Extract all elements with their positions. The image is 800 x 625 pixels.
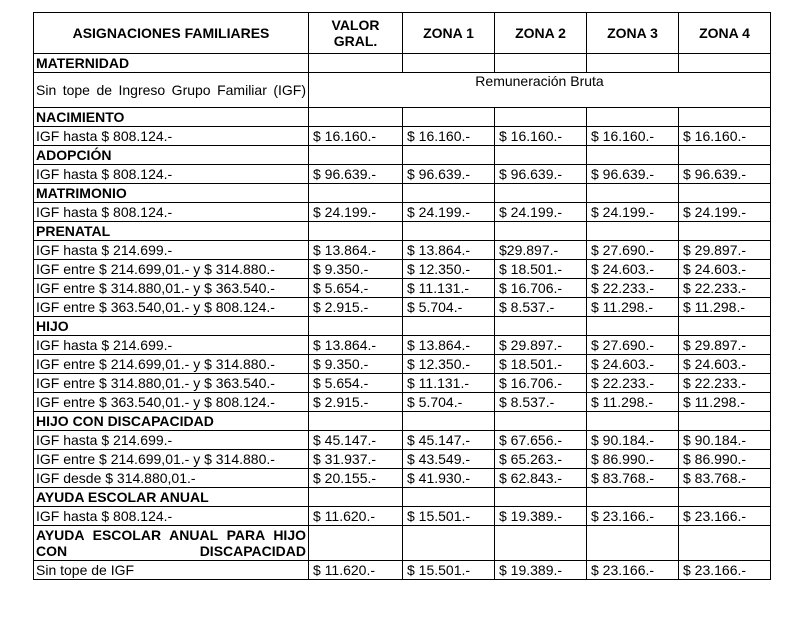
table-row — [34, 73, 771, 108]
asignaciones-table — [33, 12, 771, 580]
row-label: IGF hasta $ 214.699.- — [34, 431, 309, 450]
amount-cell: $ 90.184.- — [587, 431, 679, 450]
table-row — [34, 469, 771, 488]
amount-cell: $ 8.537.- — [495, 393, 587, 412]
amount-cell: $ 67.656.- — [495, 431, 587, 450]
amount-cell: $ 90.184.- — [679, 431, 771, 450]
table-row — [34, 374, 771, 393]
amount-cell: $ 11.298.- — [679, 298, 771, 317]
table-row — [34, 393, 771, 412]
row-label: IGF entre $ 214.699,01.- y $ 314.880.- — [34, 260, 309, 279]
amount-cell: $ 15.501.- — [403, 561, 495, 580]
section-adopcion — [34, 146, 771, 165]
amount-cell: $ 18.501.- — [495, 355, 587, 374]
row-label: IGF entre $ 214.699,01.- y $ 314.880.- — [34, 355, 309, 374]
section-prenatal — [34, 222, 771, 241]
amount-cell: $ 24.603.- — [587, 260, 679, 279]
amount-cell: $ 5.704.- — [403, 298, 495, 317]
amount-cell: $ 24.199.- — [403, 203, 495, 222]
section-title: ADOPCIÓN — [34, 146, 309, 165]
amount-cell: $ 5.654.- — [309, 279, 403, 298]
amount-cell: $ 24.603.- — [679, 355, 771, 374]
row-label: IGF entre $ 214.699,01.- y $ 314.880.- — [34, 450, 309, 469]
section-title: MATRIMONIO — [34, 184, 309, 203]
table-row — [34, 260, 771, 279]
section-nacimiento — [34, 108, 771, 127]
amount-cell: $ 24.199.- — [679, 203, 771, 222]
amount-cell: $ 22.233.- — [587, 374, 679, 393]
section-ayuda-escolar-discapacidad — [34, 526, 771, 561]
table-row — [34, 203, 771, 222]
amount-cell: $ 62.843.- — [495, 469, 587, 488]
amount-cell: $ 65.263.- — [495, 450, 587, 469]
amount-cell: $ 96.639.- — [587, 165, 679, 184]
amount-cell: $ 29.897.- — [679, 241, 771, 260]
amount-cell: $ 13.864.- — [403, 336, 495, 355]
remuneracion-value: Remuneración Bruta — [309, 73, 771, 108]
amount-cell: $ 22.233.- — [679, 279, 771, 298]
row-label: Sin tope de Ingreso Grupo Familiar (IGF) — [34, 73, 309, 108]
amount-cell: $ 16.160.- — [495, 127, 587, 146]
amount-cell: $ 12.350.- — [403, 260, 495, 279]
amount-cell: $ 15.501.- — [403, 507, 495, 526]
amount-cell: $ 16.160.- — [309, 127, 403, 146]
amount-cell: $ 24.603.- — [587, 355, 679, 374]
amount-cell: $ 11.298.- — [587, 393, 679, 412]
amount-cell: $ 45.147.- — [309, 431, 403, 450]
header-asignaciones: ASIGNACIONES FAMILIARES — [34, 13, 309, 54]
table-row — [34, 279, 771, 298]
amount-cell: $ 83.768.- — [587, 469, 679, 488]
section-maternidad — [34, 54, 771, 73]
amount-cell: $ 11.298.- — [679, 393, 771, 412]
amount-cell: $ 5.704.- — [403, 393, 495, 412]
amount-cell: $ 27.690.- — [587, 241, 679, 260]
amount-cell: $ 16.160.- — [403, 127, 495, 146]
row-label: IGF hasta $ 808.124.- — [34, 165, 309, 184]
row-label: IGF hasta $ 808.124.- — [34, 203, 309, 222]
header-zona-3: ZONA 3 — [587, 13, 679, 54]
amount-cell: $ 24.199.- — [309, 203, 403, 222]
row-label: IGF desde $ 314.880,01.- — [34, 469, 309, 488]
amount-cell: $ 31.937.- — [309, 450, 403, 469]
amount-cell: $ 11.131.- — [403, 374, 495, 393]
amount-cell: $ 86.990.- — [679, 450, 771, 469]
row-label: IGF hasta $ 214.699.- — [34, 241, 309, 260]
amount-cell: $ 2.915.- — [309, 298, 403, 317]
row-label: IGF hasta $ 214.699.- — [34, 336, 309, 355]
amount-cell: $ 11.131.- — [403, 279, 495, 298]
amount-cell: $ 8.537.- — [495, 298, 587, 317]
amount-cell: $ 24.199.- — [587, 203, 679, 222]
amount-cell: $ 27.690.- — [587, 336, 679, 355]
row-label: IGF hasta $ 808.124.- — [34, 127, 309, 146]
row-label: IGF entre $ 314.880,01.- y $ 363.540.- — [34, 374, 309, 393]
amount-cell: $ 9.350.- — [309, 260, 403, 279]
amount-cell: $ 18.501.- — [495, 260, 587, 279]
amount-cell: $ 12.350.- — [403, 355, 495, 374]
table-row — [34, 450, 771, 469]
header-zona-1: ZONA 1 — [403, 13, 495, 54]
header-zona-4: ZONA 4 — [679, 13, 771, 54]
amount-cell: $ 43.549.- — [403, 450, 495, 469]
amount-cell: $ 23.166.- — [679, 507, 771, 526]
section-matrimonio — [34, 184, 771, 203]
section-title: HIJO — [34, 317, 309, 336]
table-row — [34, 127, 771, 146]
amount-cell: $ 83.768.- — [679, 469, 771, 488]
table-row — [34, 561, 771, 580]
amount-cell: $ 11.620.- — [309, 561, 403, 580]
section-title: AYUDA ESCOLAR ANUAL — [34, 488, 309, 507]
amount-cell: $ 29.897.- — [679, 336, 771, 355]
row-label: IGF entre $ 314.880,01.- y $ 363.540.- — [34, 279, 309, 298]
table-row — [34, 336, 771, 355]
amount-cell: $ 11.298.- — [587, 298, 679, 317]
row-label: IGF entre $ 363.540,01.- y $ 808.124.- — [34, 393, 309, 412]
row-label: IGF entre $ 363.540,01.- y $ 808.124.- — [34, 298, 309, 317]
amount-cell: $ 96.639.- — [403, 165, 495, 184]
table-row — [34, 241, 771, 260]
amount-cell: $ 20.155.- — [309, 469, 403, 488]
amount-cell: $ 19.389.- — [495, 507, 587, 526]
amount-cell: $ 13.864.- — [309, 241, 403, 260]
amount-cell: $ 2.915.- — [309, 393, 403, 412]
amount-cell: $ 41.930.- — [403, 469, 495, 488]
amount-cell: $ 45.147.- — [403, 431, 495, 450]
section-title: HIJO CON DISCAPACIDAD — [34, 412, 309, 431]
amount-cell: $ 16.706.- — [495, 374, 587, 393]
amount-cell: $ 23.166.- — [587, 507, 679, 526]
amount-cell: $ 11.620.- — [309, 507, 403, 526]
table-row — [34, 507, 771, 526]
row-label: Sin tope de IGF — [34, 561, 309, 580]
amount-cell: $ 86.990.- — [587, 450, 679, 469]
amount-cell: $ 19.389.- — [495, 561, 587, 580]
amount-cell: $ 5.654.- — [309, 374, 403, 393]
amount-cell: $ 22.233.- — [587, 279, 679, 298]
amount-cell: $ 9.350.- — [309, 355, 403, 374]
amount-cell: $ 22.233.- — [679, 374, 771, 393]
amount-cell: $ 16.160.- — [587, 127, 679, 146]
amount-cell: $ 24.199.- — [495, 203, 587, 222]
amount-cell: $ 13.864.- — [403, 241, 495, 260]
amount-cell: $ 23.166.- — [587, 561, 679, 580]
section-hijo — [34, 317, 771, 336]
table-row — [34, 165, 771, 184]
row-label: IGF hasta $ 808.124.- — [34, 507, 309, 526]
section-title: MATERNIDAD — [34, 54, 309, 73]
section-title: PRENATAL — [34, 222, 309, 241]
header-zona-2: ZONA 2 — [495, 13, 587, 54]
table-row — [34, 298, 771, 317]
amount-cell: $ 13.864.- — [309, 336, 403, 355]
header-row — [34, 13, 771, 54]
amount-cell: $ 16.706.- — [495, 279, 587, 298]
amount-cell: $ 23.166.- — [679, 561, 771, 580]
amount-cell: $ 29.897.- — [495, 336, 587, 355]
amount-cell: $ 96.639.- — [679, 165, 771, 184]
amount-cell: $ 96.639.- — [495, 165, 587, 184]
section-title: NACIMIENTO — [34, 108, 309, 127]
table-row — [34, 431, 771, 450]
section-title: AYUDA ESCOLAR ANUAL PARA HIJO CON DISCAPACIDAD — [34, 526, 309, 561]
amount-cell: $29.897.- — [495, 241, 587, 260]
amount-cell: $ 24.603.- — [679, 260, 771, 279]
table-row — [34, 355, 771, 374]
section-hijo-discapacidad — [34, 412, 771, 431]
section-ayuda-escolar — [34, 488, 771, 507]
header-valor-gral: VALOR GRAL. — [309, 13, 403, 54]
amount-cell: $ 16.160.- — [679, 127, 771, 146]
amount-cell: $ 96.639.- — [309, 165, 403, 184]
